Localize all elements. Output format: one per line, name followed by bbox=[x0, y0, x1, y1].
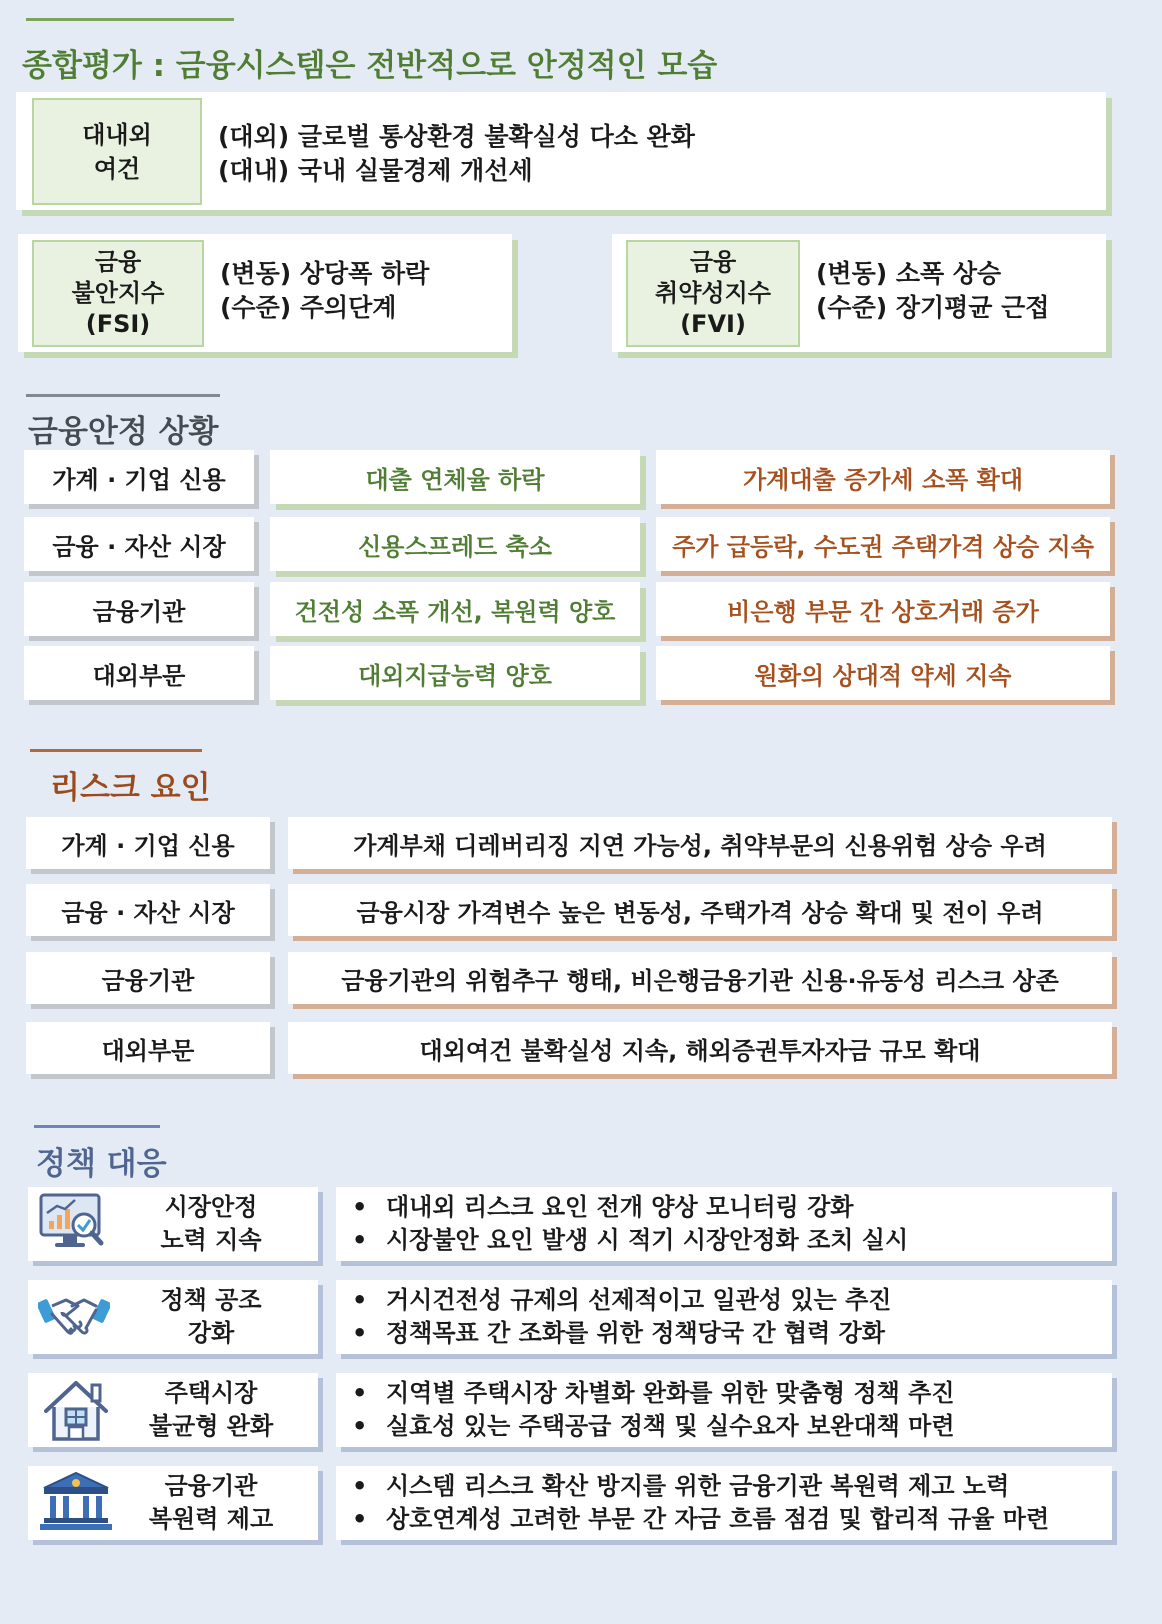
bullet-text: 거시건전성 규제의 선제적이고 일관성 있는 추진 bbox=[386, 1286, 892, 1314]
risk-text: 금융기관의 위험추구 행태, 비은행금융기관 신용·유동성 리스크 상존 bbox=[288, 952, 1112, 1004]
bullet-dot: • bbox=[352, 1379, 368, 1407]
stability-negative: 비은행 부문 간 상호거래 증가 bbox=[656, 582, 1110, 636]
policy-title-line bbox=[34, 1125, 160, 1128]
bullet-dot: • bbox=[352, 1505, 368, 1533]
risk-text: 가계부채 디레버리징 지연 가능성, 취약부문의 신용위험 상승 우려 bbox=[288, 817, 1112, 869]
summary-title-line bbox=[26, 18, 234, 21]
bullet-text: 지역별 주택시장 차별화 완화를 위한 맞춤형 정책 추진 bbox=[386, 1379, 955, 1407]
policy-bullet bbox=[352, 1283, 891, 1317]
policy-label-line: 시장안정 bbox=[164, 1193, 258, 1221]
bullet-text: 시스템 리스크 확산 방지를 위한 금융기관 복원력 제고 노력 bbox=[386, 1472, 1010, 1500]
bullet-dot: • bbox=[352, 1193, 368, 1221]
policy-label-line: 노력 지속 bbox=[160, 1226, 262, 1254]
bullet-dot: • bbox=[352, 1319, 368, 1347]
policy-label bbox=[118, 1466, 304, 1540]
stability-negative: 가계대출 증가세 소폭 확대 bbox=[656, 450, 1110, 504]
fsi-label bbox=[32, 240, 204, 347]
bullet-dot: • bbox=[352, 1472, 368, 1500]
risks-title-line bbox=[30, 749, 202, 752]
stability-title-line bbox=[26, 394, 220, 397]
fvi-label-line: 금융 bbox=[689, 248, 737, 276]
policy-bullet bbox=[352, 1409, 955, 1443]
policy-bullet bbox=[352, 1190, 853, 1224]
bullet-dot: • bbox=[352, 1286, 368, 1314]
policy-bullet bbox=[352, 1502, 1049, 1536]
bullet-dot: • bbox=[352, 1412, 368, 1440]
conditions-label-line: 대내외 bbox=[82, 120, 152, 149]
risk-text: 대외여건 불확실성 지속, 해외증권투자자금 규모 확대 bbox=[288, 1022, 1112, 1074]
conditions-label bbox=[32, 98, 202, 205]
fsi-label-line: 불안지수 bbox=[71, 279, 165, 307]
policy-bullet bbox=[352, 1469, 1009, 1503]
bullet-text: 실효성 있는 주택공급 정책 및 실수요자 보완대책 마련 bbox=[386, 1412, 955, 1440]
policy-label bbox=[118, 1187, 304, 1261]
fsi-line-change: (변동) 상당폭 하락 bbox=[220, 259, 430, 288]
policy-title: 정책 대응 bbox=[36, 1146, 167, 1182]
fsi-line-level: (수준) 주의단계 bbox=[220, 293, 397, 322]
stability-category: 가계 · 기업 신용 bbox=[24, 450, 254, 504]
stability-negative: 주가 급등락, 수도권 주택가격 상승 지속 bbox=[656, 517, 1110, 571]
fvi-line-change: (변동) 소폭 상승 bbox=[816, 259, 1002, 288]
bullet-text: 상호연계성 고려한 부문 간 자금 흐름 점검 및 합리적 규율 마련 bbox=[386, 1505, 1050, 1533]
risk-text: 금융시장 가격변수 높은 변동성, 주택가격 상승 확대 및 전이 우려 bbox=[288, 884, 1112, 936]
conditions-line-external: (대외) 글로벌 통상환경 불확실성 다소 완화 bbox=[218, 122, 695, 151]
fsi-label-line: 금융 bbox=[94, 248, 142, 276]
stability-category: 금융기관 bbox=[24, 582, 254, 636]
policy-label bbox=[118, 1280, 304, 1354]
fsi-label-line: (FSI) bbox=[85, 310, 151, 338]
bullet-text: 대내외 리스크 요인 전개 양상 모니터링 강화 bbox=[386, 1193, 854, 1221]
policy-bullet bbox=[352, 1376, 955, 1410]
risk-category: 가계 · 기업 신용 bbox=[26, 817, 270, 869]
stability-negative: 원화의 상대적 약세 지속 bbox=[656, 646, 1110, 700]
handshake-icon bbox=[38, 1284, 110, 1350]
house-icon bbox=[38, 1377, 114, 1449]
stability-title: 금융안정 상황 bbox=[28, 414, 219, 450]
risk-category: 대외부문 bbox=[26, 1022, 270, 1074]
stability-positive: 대출 연체율 하락 bbox=[270, 450, 640, 504]
fvi-line-level: (수준) 장기평균 근접 bbox=[816, 293, 1050, 322]
bullet-text: 시장불안 요인 발생 시 적기 시장안정화 조치 실시 bbox=[386, 1226, 909, 1254]
fvi-label-line: (FVI) bbox=[680, 310, 746, 338]
bullet-dot: • bbox=[352, 1226, 368, 1254]
policy-label-line: 주택시장 bbox=[164, 1379, 258, 1407]
stability-positive: 대외지급능력 양호 bbox=[270, 646, 640, 700]
monitor-chart-icon bbox=[38, 1191, 108, 1259]
policy-label bbox=[118, 1373, 304, 1447]
summary-title: 종합평가 : 금융시스템은 전반적으로 안정적인 모습 bbox=[22, 48, 718, 84]
risks-title: 리스크 요인 bbox=[50, 770, 211, 806]
bank-icon bbox=[38, 1470, 114, 1536]
policy-bullet bbox=[352, 1223, 908, 1257]
risk-category: 금융기관 bbox=[26, 952, 270, 1004]
fvi-label-line: 취약성지수 bbox=[655, 279, 771, 307]
policy-label-line: 금융기관 bbox=[164, 1472, 258, 1500]
stability-category: 대외부문 bbox=[24, 646, 254, 700]
stability-category: 금융 · 자산 시장 bbox=[24, 517, 254, 571]
conditions-line-domestic: (대내) 국내 실물경제 개선세 bbox=[218, 156, 533, 185]
risk-category: 금융 · 자산 시장 bbox=[26, 884, 270, 936]
policy-bullet bbox=[352, 1316, 885, 1350]
policy-label-line: 강화 bbox=[187, 1319, 235, 1347]
bullet-text: 정책목표 간 조화를 위한 정책당국 간 협력 강화 bbox=[386, 1319, 885, 1347]
conditions-label-line: 여건 bbox=[93, 154, 141, 183]
policy-label-line: 불균형 완화 bbox=[148, 1412, 274, 1440]
stability-positive: 건전성 소폭 개선, 복원력 양호 bbox=[270, 582, 640, 636]
stability-positive: 신용스프레드 축소 bbox=[270, 517, 640, 571]
policy-label-line: 정책 공조 bbox=[160, 1286, 262, 1314]
policy-label-line: 복원력 제고 bbox=[148, 1505, 274, 1533]
fvi-label bbox=[626, 240, 800, 347]
